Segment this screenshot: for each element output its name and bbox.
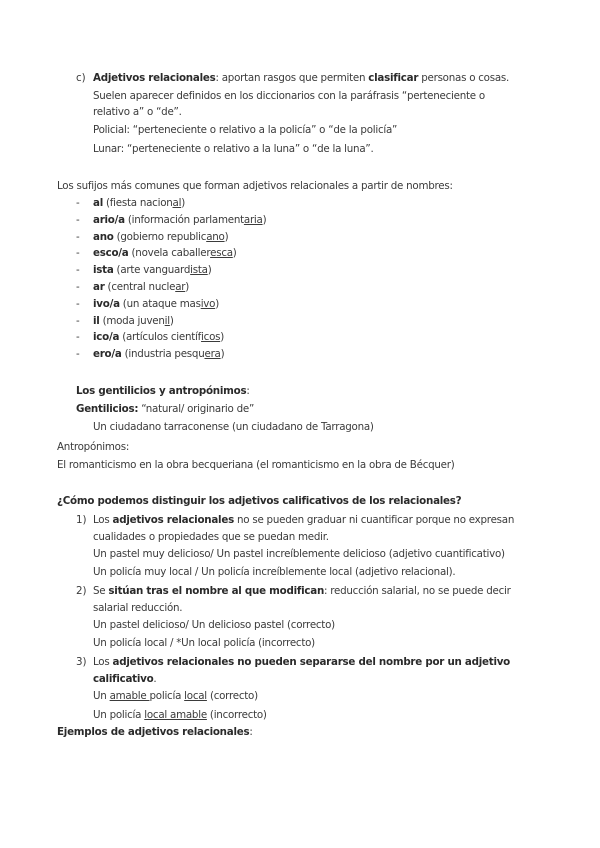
example-line: Un policía muy local / Un policía increíblemente local (adjetivo relacional). — [93, 566, 456, 578]
suffix-underline: era — [204, 348, 221, 360]
suffix-term: ario/a — [93, 214, 125, 226]
suffix-term: ista — [93, 264, 114, 276]
example-line: Un pastel muy delicioso/ Un pastel increíblemente delicioso (adjetivo cuantificativo) — [93, 548, 505, 560]
term-bold: clasificar — [368, 72, 419, 84]
suffix-item: ano (gobierno republicano) — [93, 231, 229, 243]
example-line: Policial: “perteneciente o relativo a la policía” o “de la policía” — [93, 124, 398, 136]
suffix-underline: ar — [175, 281, 186, 293]
paragraph-line: Los adjetivos relacionales no se pueden graduar ni cuantificar porque no expresan — [93, 514, 515, 526]
paragraph-line: calificativo. — [93, 673, 157, 685]
suffix-underline: il — [164, 315, 170, 327]
suffix-underline: icos — [201, 331, 221, 343]
bullet-dash: - — [76, 197, 80, 209]
bullet-dash: - — [76, 348, 80, 360]
example-line: Un ciudadano tarraconense (un ciudadano de Tarragona) — [93, 421, 374, 433]
bullet-dash: - — [76, 231, 80, 243]
paragraph-line: salarial reducción. — [93, 602, 183, 614]
examples-heading: Ejemplos de adjetivos relacionales: — [57, 726, 253, 738]
section-heading: Los gentilicios y antropónimos: — [76, 385, 250, 397]
suffix-underline: al — [172, 197, 182, 209]
bullet-dash: - — [76, 331, 80, 343]
paragraph-line: Se sitúan tras el nombre al que modifican: reducción salarial, no se puede decir — [93, 585, 511, 597]
suffix-item: ista (arte vanguardista) — [93, 264, 212, 276]
paragraph-line: Suelen aparecer definidos en los diccionarios con la paráfrasis “perteneciente o — [93, 90, 485, 102]
suffix-term: ivo/a — [93, 298, 120, 310]
suffix-underline: ista — [190, 264, 208, 276]
gentilicios-definition: Gentilicios: “natural/ originario de” — [76, 403, 255, 415]
paragraph-line: relativo a” o “de”. — [93, 106, 182, 118]
bullet-dash: - — [76, 298, 80, 310]
paragraph-line: Los adjetivos relacionales no pueden separarse del nombre por un adjetivo — [93, 656, 511, 668]
list-marker-c: c) — [76, 72, 86, 84]
suffix-item: ivo/a (un ataque masivo) — [93, 298, 219, 310]
bullet-dash: - — [76, 315, 80, 327]
bullet-dash: - — [76, 264, 80, 276]
suffix-item: ico/a (artículos científicos) — [93, 331, 225, 343]
example-line: Lunar: “perteneciente o relativo a la luna” o “de la luna”. — [93, 143, 374, 155]
section-question: ¿Cómo podemos distinguir los adjetivos calificativos de los relacionales? — [57, 495, 462, 507]
suffix-item: ar (central nuclear) — [93, 281, 190, 293]
suffix-term: ano — [93, 231, 114, 243]
suffix-underline: aria — [243, 214, 263, 226]
suffix-underline: ivo — [200, 298, 216, 310]
suffixes-intro: Los sufijos más comunes que forman adjetivos relacionales a partir de nombres: — [57, 180, 453, 192]
paragraph-line: cualidades o propiedades que se puedan medir. — [93, 531, 329, 543]
suffix-term: al — [93, 197, 103, 209]
example-line: Un pastel delicioso/ Un delicioso pastel (correcto) — [93, 619, 335, 631]
bullet-dash: - — [76, 214, 80, 226]
suffix-item: ero/a (industria pesquera) — [93, 348, 225, 360]
list-marker-3: 3) — [76, 656, 87, 668]
example-line: Un amable policía local (correcto) — [93, 690, 258, 702]
suffix-term: il — [93, 315, 100, 327]
bullet-dash: - — [76, 281, 80, 293]
example-line: Un policía local / *Un local policía (incorrecto) — [93, 637, 315, 649]
suffix-underline: esca — [210, 247, 233, 259]
suffix-term: ico/a — [93, 331, 120, 343]
suffix-item: esco/a (novela caballeresca) — [93, 247, 237, 259]
suffix-term: ero/a — [93, 348, 122, 360]
list-marker-1: 1) — [76, 514, 87, 526]
suffix-item: ario/a (información parlamentaria) — [93, 214, 267, 226]
suffix-item: il (moda juvenil) — [93, 315, 174, 327]
antroponimos-label: Antropónimos: — [57, 441, 130, 453]
paragraph-line: Adjetivos relacionales: aportan rasgos que permiten clasificar personas o cosas. — [93, 72, 510, 84]
suffix-item: al (fiesta nacional) — [93, 197, 185, 209]
suffix-term: ar — [93, 281, 105, 293]
example-line: Un policía local amable (incorrecto) — [93, 709, 267, 721]
suffix-underline: ano — [206, 231, 225, 243]
list-marker-2: 2) — [76, 585, 87, 597]
suffix-term: esco/a — [93, 247, 129, 259]
example-line: El romanticismo en la obra becqueriana (el romanticismo en la obra de Bécquer) — [57, 459, 455, 471]
term-bold: Adjetivos relacionales — [93, 72, 216, 84]
bullet-dash: - — [76, 247, 80, 259]
